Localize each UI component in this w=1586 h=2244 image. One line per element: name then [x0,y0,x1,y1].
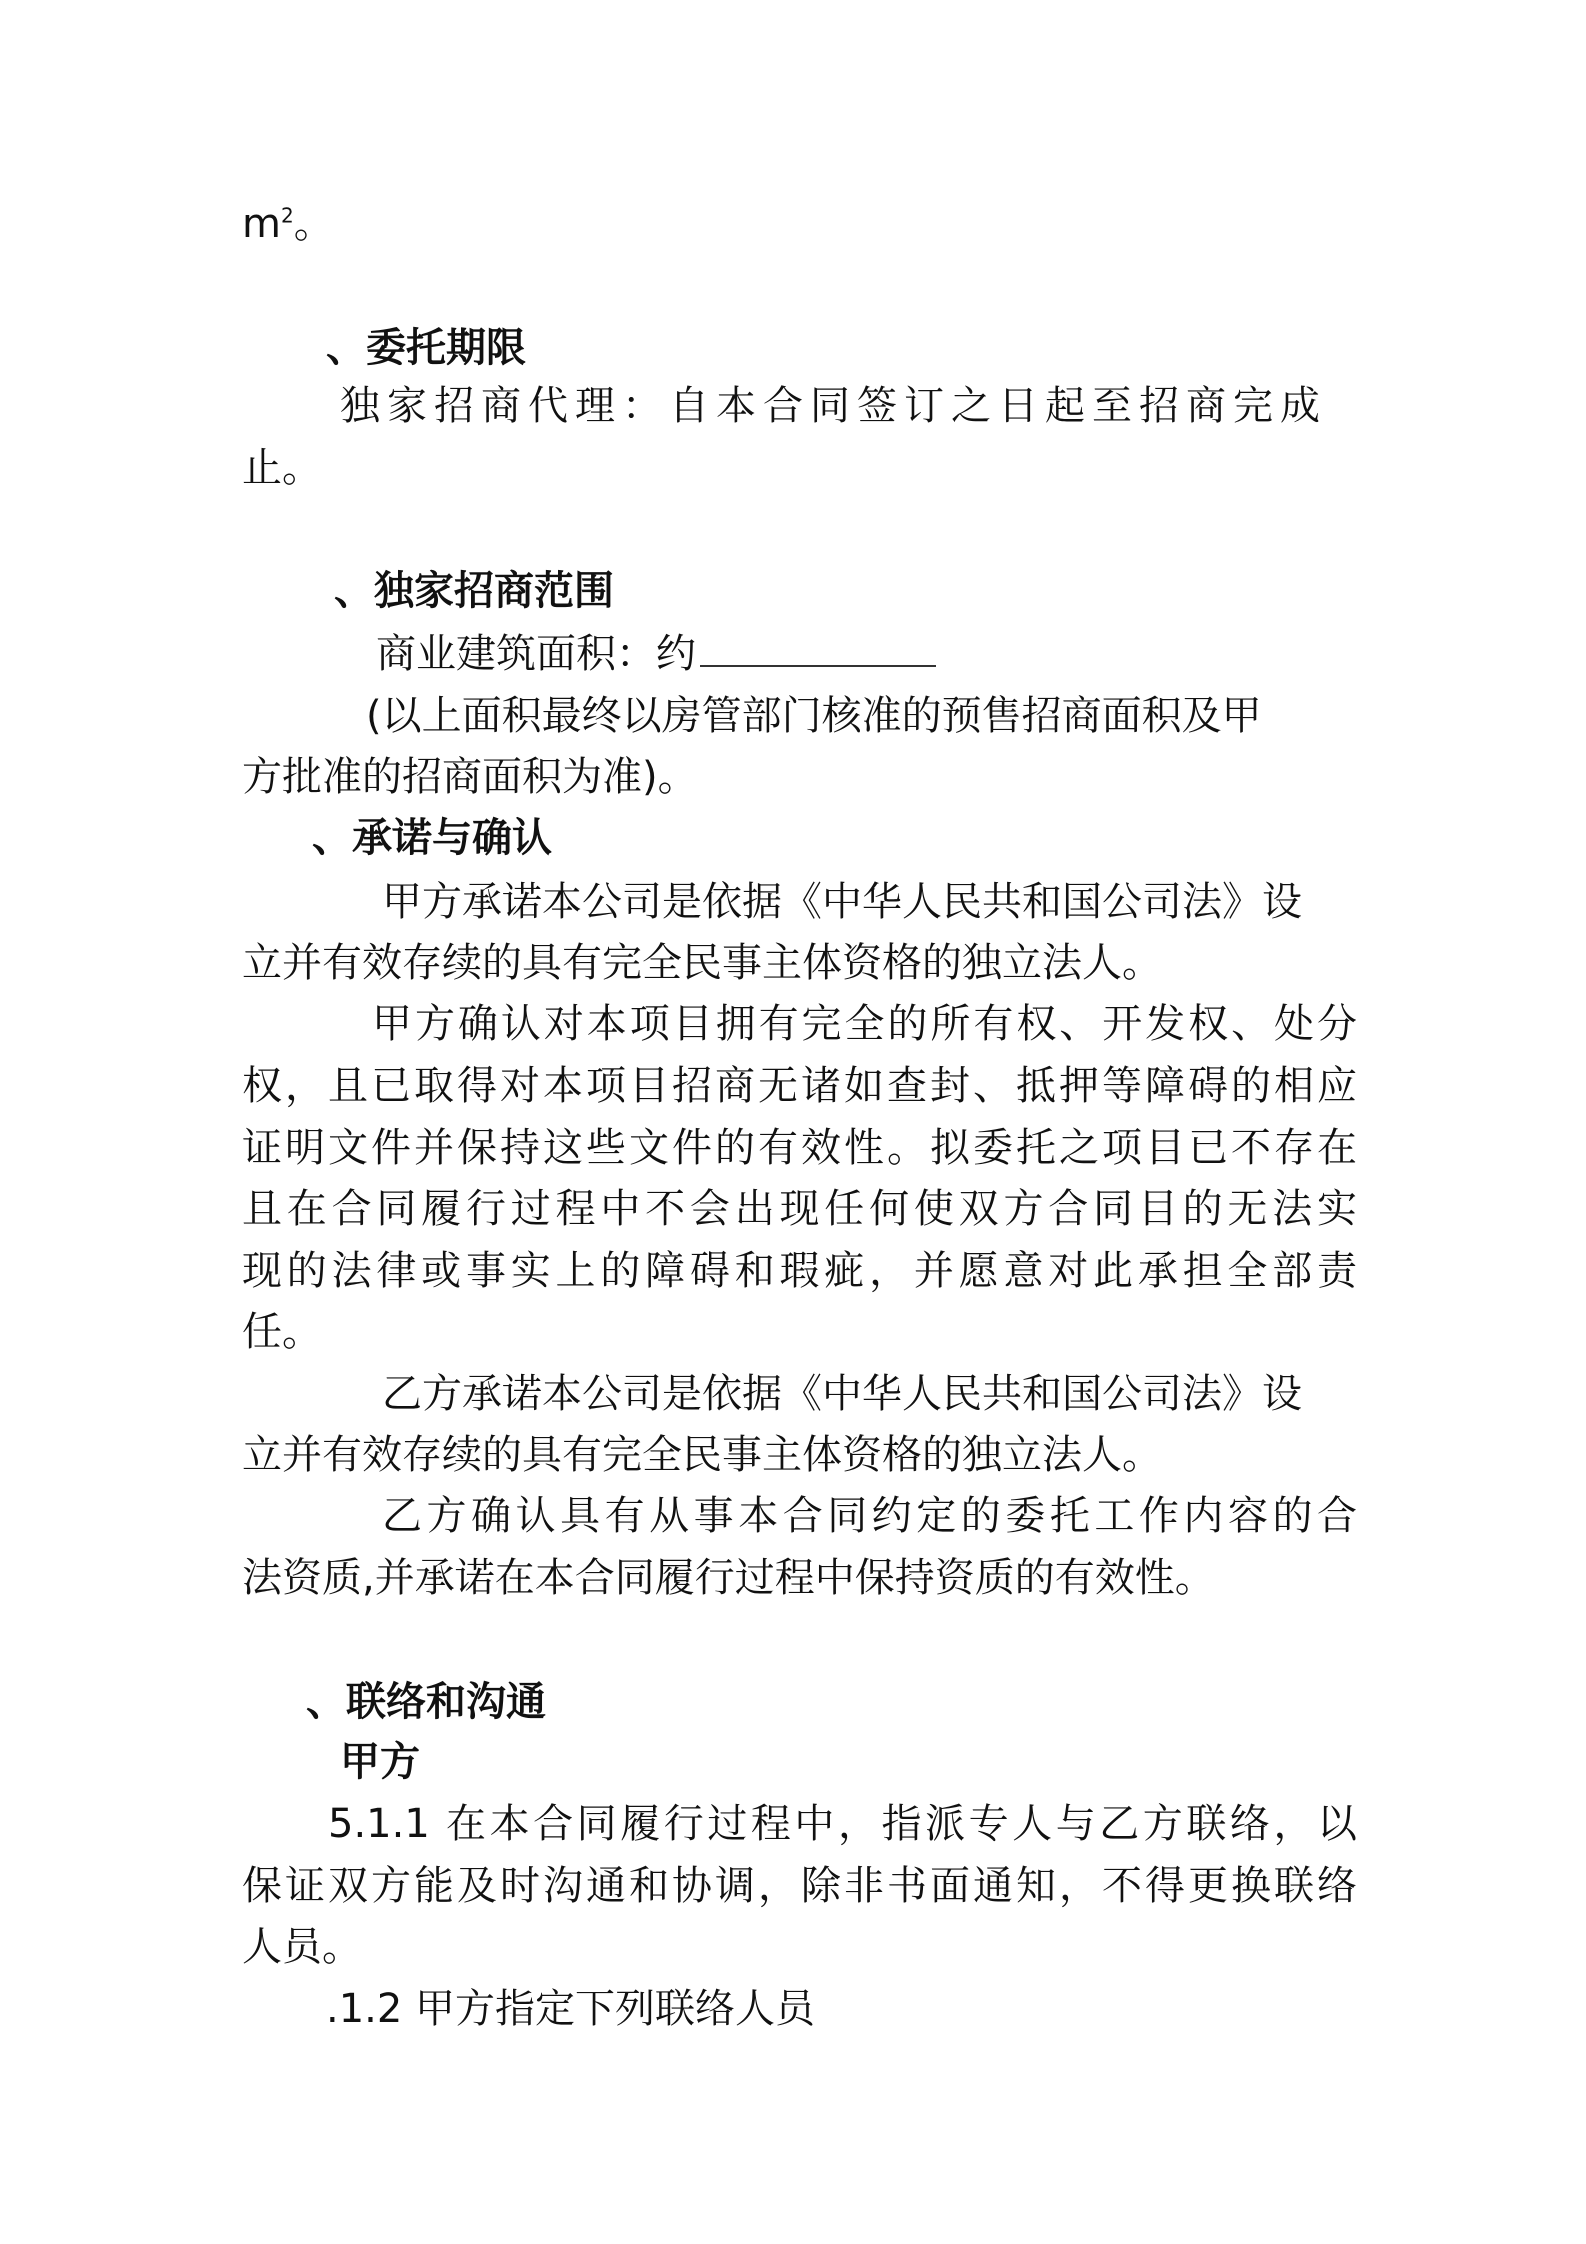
clause-5-1-1-line-2: 保证双方能及时沟通和协调，除非书面通知，不得更换联络 [242,1863,1357,1909]
clause-5-1-2: .1.2 甲方指定下列联络人员 [326,1986,816,2032]
commitment-p2-line-4: 且在合同履行过程中不会出现任何使双方合同目的无法实 [242,1186,1357,1232]
scope-area-line [376,625,1491,682]
area-unit-tail: 。 [293,201,334,247]
commitment-p2-line-2: 权，且已取得对本项目招商无诸如查封、抵押等障碍的相应 [242,1063,1357,1109]
commitment-p2-line-5: 现的法律或事实上的障碍和瑕疵，并愿意对此承担全部责 [242,1248,1357,1294]
area-unit-line [242,196,1357,252]
commitment-p3-line-2: 立并有效存续的具有完全民事主体资格的独立法人。 [242,1432,1162,1478]
commitment-p4-line-2: 法资质,并承诺在本合同履行过程中保持资质的有效性。 [242,1555,1215,1601]
commitment-p2-line-1: 甲方确认对本项目拥有完全的所有权、开发权、处分 [372,1001,1357,1047]
clause-5-1-1-line-1: 5.1.1 在本合同履行过程中，指派专人与乙方联络，以 [328,1801,1357,1847]
term-line-1: 独家招商代理：自本合同签订之日起至招商完成 [340,383,1327,429]
commitment-p2-line-6: 任。 [242,1309,322,1355]
commitment-p3-line-1: 乙方承诺本公司是依据《中华人民共和国公司法》设 [382,1371,1302,1417]
scope-note-line-2: 方批准的招商面积为准)。 [242,754,698,800]
scope-area-label: 商业建筑面积：约 [376,631,696,677]
commitment-heading: 、承诺与确认 [312,815,552,861]
commitment-p4-line-1: 乙方确认具有从事本合同约定的委托工作内容的合 [382,1493,1357,1539]
scope-area-blank [700,625,936,667]
contact-heading: 、联络和沟通 [306,1679,546,1725]
commitment-p1-line-2: 立并有效存续的具有完全民事主体资格的独立法人。 [242,940,1162,986]
scope-heading: 、独家招商范围 [334,568,614,614]
area-unit-superscript: 2 [280,203,294,228]
commitment-p2-line-3: 证明文件并保持这些文件的有效性。拟委托之项目已不存在 [242,1125,1357,1171]
scope-note-line-1: (以上面积最终以房管部门核准的预售招商面积及甲 [366,693,1262,739]
contact-subheading-party-a: 甲方 [340,1739,420,1785]
clause-5-1-1-line-3: 人员。 [242,1924,362,1970]
term-line-2: 止。 [242,445,322,491]
commitment-p1-line-1: 甲方承诺本公司是依据《中华人民共和国公司法》设 [382,879,1302,925]
term-heading: 、委托期限 [326,325,526,371]
area-unit: m [242,201,281,247]
